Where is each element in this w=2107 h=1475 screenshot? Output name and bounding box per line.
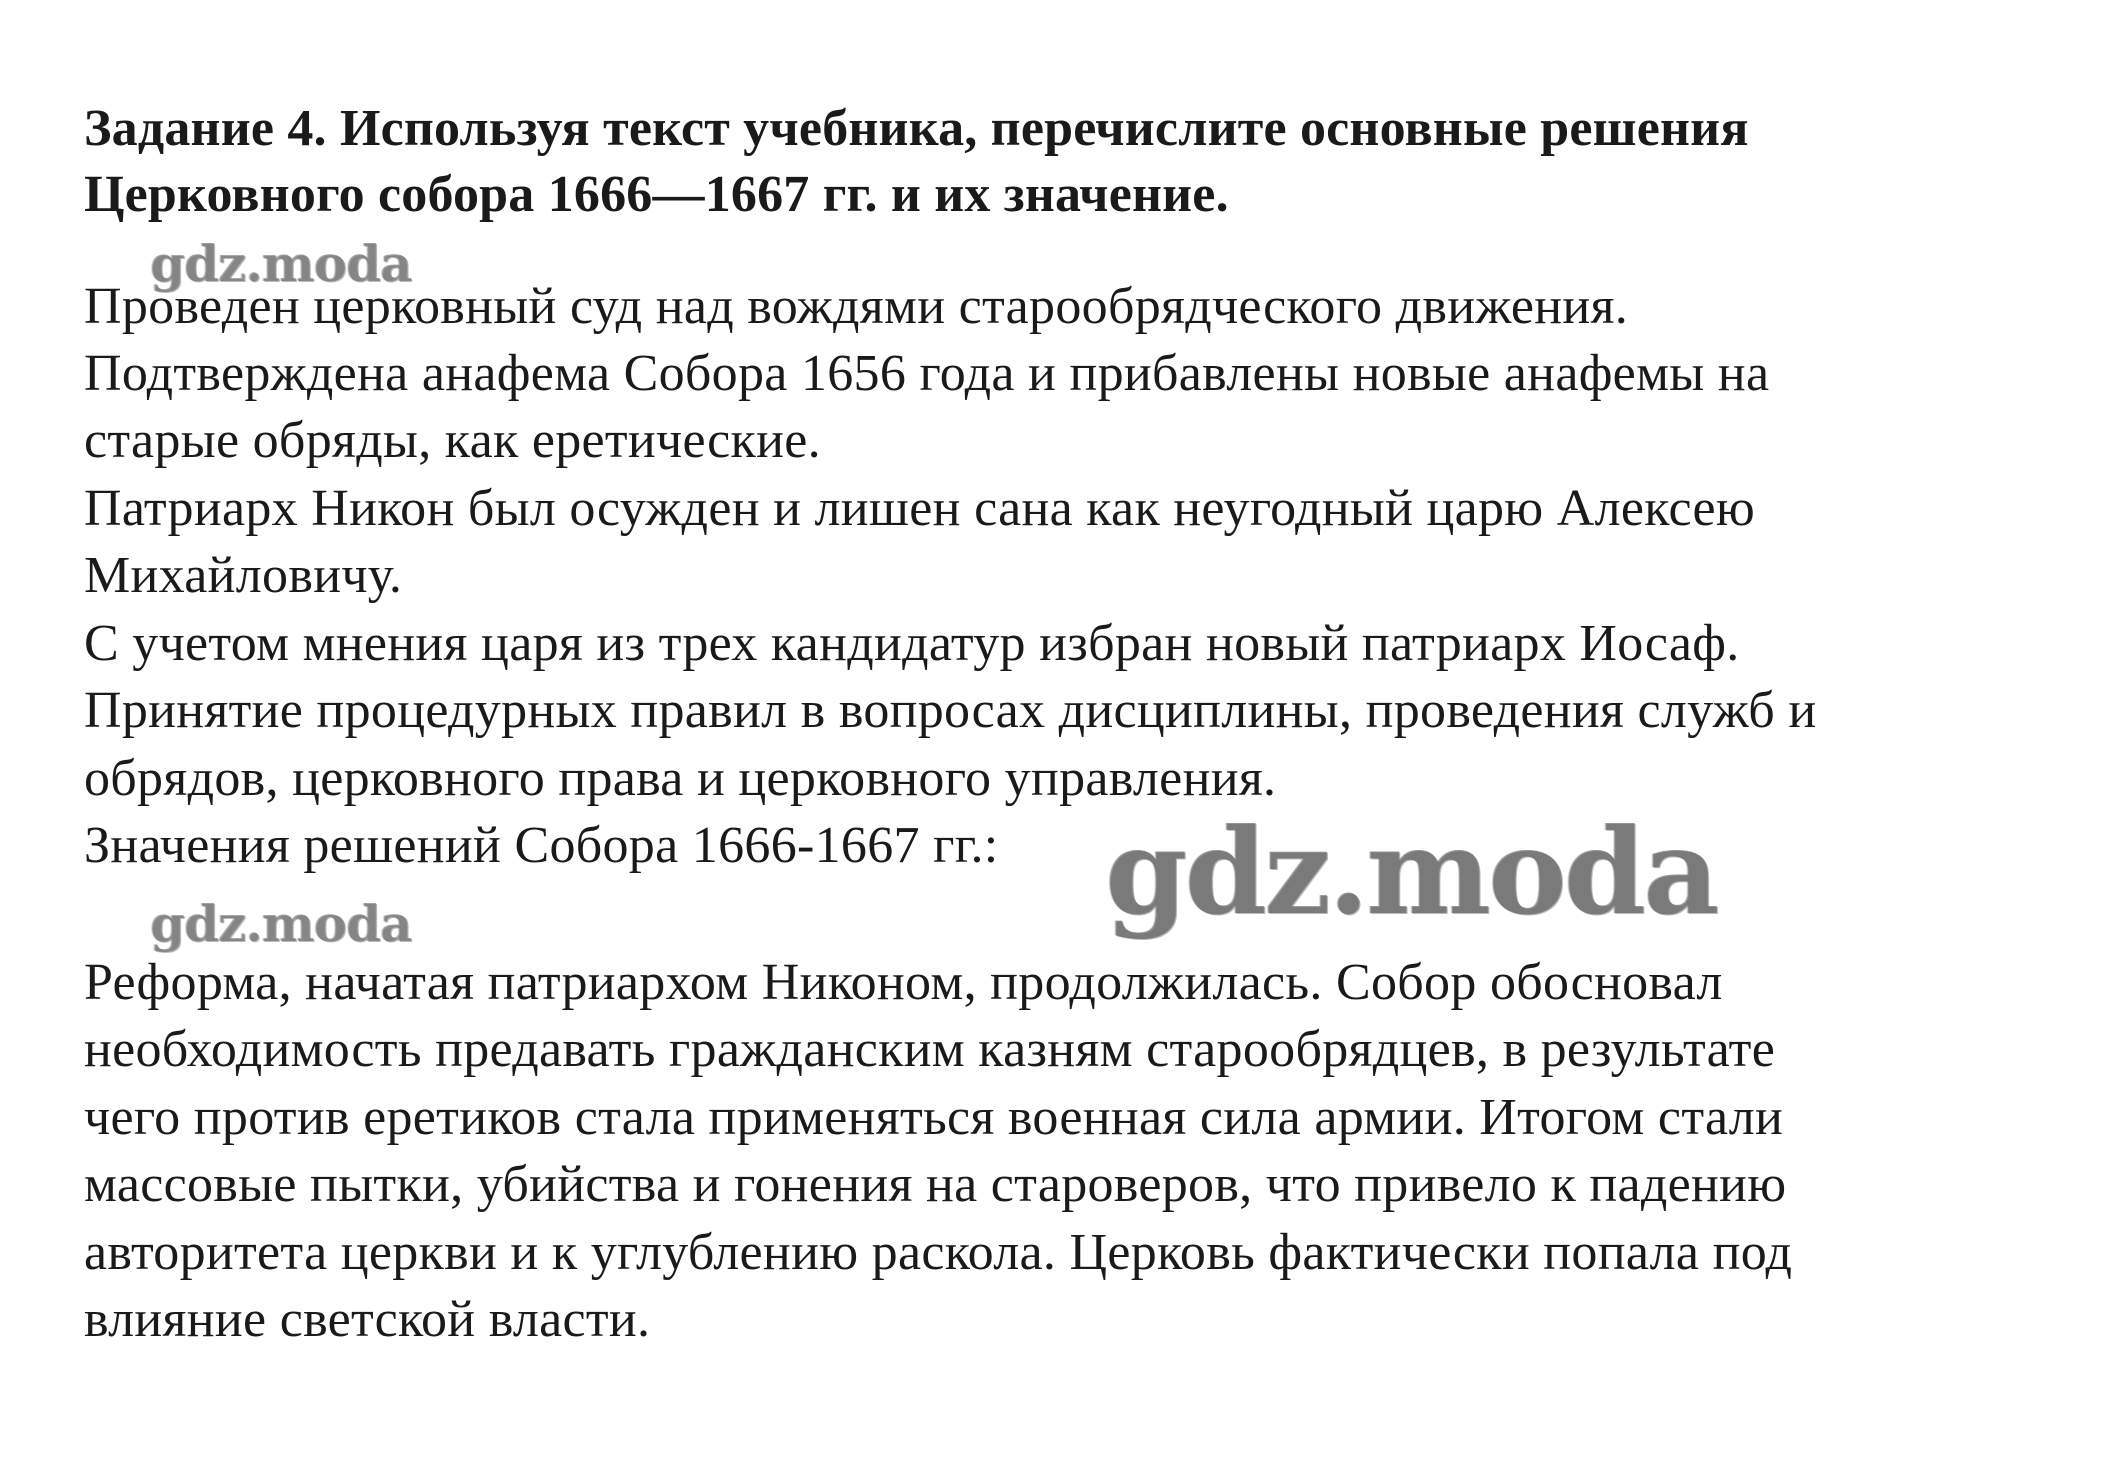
significance-line: Реформа, начатая патриархом Никоном, продолжилась. Собор обосновал <box>84 954 1723 1011</box>
answer-line: Подтверждена анафема Собора 1656 года и прибавлены новые анафемы на <box>84 345 1770 402</box>
significance-line: чего против еретиков стала применяться военная сила армии. Итогом стали <box>84 1089 1784 1146</box>
answer-line: Принятие процедурных правил в вопросах дисциплины, проведения служб и <box>84 682 1817 739</box>
answer-line: Патриарх Никон был осужден и лишен сана как неугодный царю Алексею <box>84 480 1756 537</box>
task-heading-line-2: Церковного собора 1666—1667 гг. и их значение. <box>84 166 1229 223</box>
answer-line: обрядов, церковного права и церковного управления. <box>84 750 1277 807</box>
significance-line: влияние светской власти. <box>84 1291 651 1348</box>
task-heading-line-1: Задание 4. Используя текст учебника, перечислите основные решения <box>84 100 1749 157</box>
watermark-top: gdz.moda <box>150 234 412 293</box>
significance-label: Значения решений Собора 1666-1667 гг.: <box>84 817 999 874</box>
task-heading <box>84 96 2044 228</box>
significance-line: массовые пытки, убийства и гонения на староверов, что привело к падению <box>84 1156 1787 1213</box>
significance-line: необходимость предавать гражданским казням старообрядцев, в результате <box>84 1021 1776 1078</box>
answer-line: Проведен церковный суд над вождями старообрядческого движения. <box>84 278 1629 335</box>
watermark-middle: gdz.moda <box>150 894 412 953</box>
answer-line: Михайловичу. <box>84 547 403 604</box>
significance-line: авторитета церкви и к углублению раскола. Церковь фактически попала под <box>84 1224 1793 1281</box>
answer-line: С учетом мнения царя из трех кандидатур избран новый патриарх Иосаф. <box>84 615 1740 672</box>
watermark-center: gdz.moda <box>1105 802 1717 941</box>
answer-line: старые обряды, как еретические. <box>84 412 821 469</box>
